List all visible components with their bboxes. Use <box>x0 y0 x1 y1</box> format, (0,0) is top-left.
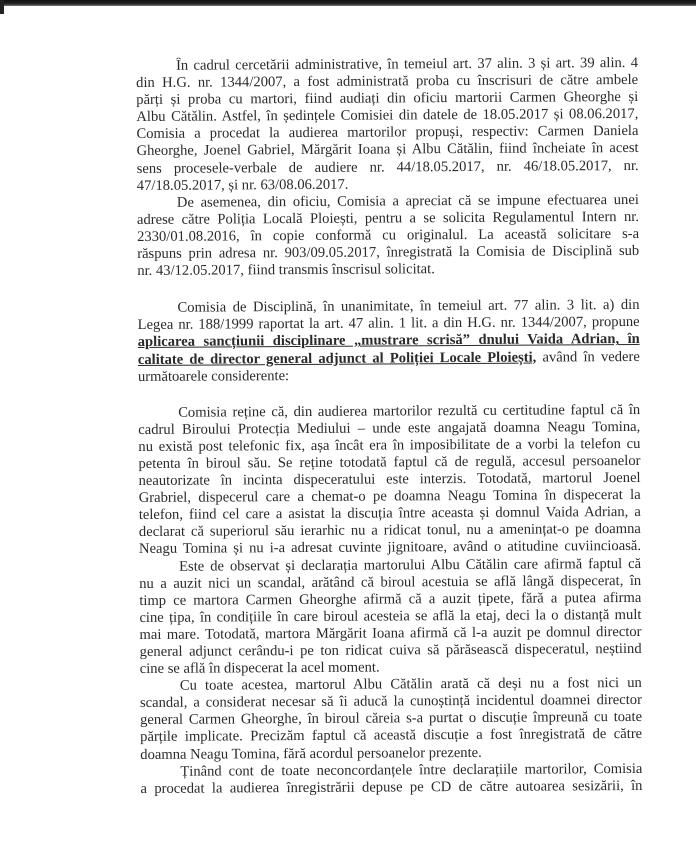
text-line: general adjunct cerându-i pe ton ridicat cuiva să părăsească dispeceratul, neștiind <box>139 640 642 660</box>
text-line: din H.G. nr. 1344/2007, a fost administrată proba cu înscrisuri de către ambele <box>136 72 639 92</box>
paragraph-toate-acestea <box>140 675 643 764</box>
text-line: general Carmen Gheorghe, în biroul căreia s-a purtat o discuție împreună cu toate <box>139 709 643 729</box>
text-line: nu există post telefonic fix, așa încât era în imposibilitate de a vorbi la telefon cu <box>138 435 641 455</box>
text-line: mai mare. Totodată, martora Mărgărit Ioana afirmă că l-a auzit pe domnul director <box>139 623 642 643</box>
text-line: următoarele considerente: <box>137 367 290 385</box>
paragraph-observat <box>139 555 642 678</box>
paragraph-retine <box>138 402 641 559</box>
document-page <box>136 55 643 798</box>
paragraph-propunere <box>137 297 640 386</box>
text-line: sens procesele-verbale de audiere nr. 44/18.05.2017, nr. 46/18.05.2017, nr. <box>136 157 639 177</box>
text-line: răspuns prin adresa nr. 903/09.05.2017, înregistrată la Comisia de Disciplină sub <box>137 242 640 263</box>
text-line: nr. 43/12.05.2017, fiind transmis înscrisul solicitat. <box>137 261 435 280</box>
text-line: cadrul Biroului Protecția Mediului – unde este angajată doamna Neagu Tomina, <box>138 418 641 438</box>
text-line: neautorizate în incinta dispeceratului este interzis. Totodată, martorul Joenel <box>138 469 641 490</box>
text-line: cine se află în dispecerat la acel moment. <box>139 659 380 678</box>
text-line: părțile implicate. Precizăm faptul că această discuție a fost înregistrată de către <box>140 726 643 746</box>
text-line: Albu Cătălin. Astfel, în ședințele Comisiei din datele de 18.05.2017 și 08.06.2017, <box>136 106 639 126</box>
text-line: Cu toate acestea, martorul Albu Cătălin arată că deși nu a fost nici un <box>179 675 642 694</box>
text-line: declarat că superiorul său ierarhic nu a ridicat tonul, nu a amenințat-o pe doamna <box>138 521 641 541</box>
text-line: 47/18.05.2017, și nr. 63/08.06.2017. <box>136 176 349 194</box>
scan-edge-top <box>0 0 696 6</box>
scan-edge-left <box>0 0 4 14</box>
text-line: părți și proba cu martori, fiind audiați din oficiu martorii Carmen Gheorghe și <box>136 89 639 109</box>
text-line: Grabriel, dispecerul care a chemat-o pe doamna Neagu Tomina în dispecerat la <box>138 487 641 507</box>
text-line: Ținând cont de toate neconcordanțele între declarațiile martorilor, Comisia <box>180 760 643 780</box>
text-line <box>138 348 640 368</box>
text-fragment: având în vedere <box>536 348 640 366</box>
text-line: 2330/01.08.2016, în copie conformă cu originalul. La această solicitare s-a <box>137 225 640 245</box>
text-line: De asemenea, din oficiu, Comisia a apreciat că se impune efectuarea unei <box>176 191 639 211</box>
text-line: În cadrul cercetării administrative, în temeiul art. 37 alin. 3 și art. 39 alin. 4 <box>175 54 639 74</box>
text-line: timp ce martora Carmen Gheorghe afirmă că a auzit țipete, fără a putea afirma <box>139 589 642 609</box>
paragraph-cercetare <box>136 55 639 195</box>
text-line: telefon, fiind cel care a asistat la discuția între aceasta și domnul Vaida Adrian, a <box>138 504 641 524</box>
text-line: a procedat la audierea înregistrării depuse pe CD de către autoarea sesizării, în <box>140 777 643 797</box>
text-line: doamna Neagu Tomina, fără acordul persoanelor prezente. <box>140 744 482 763</box>
sanction-proposal-line: calitate de director general adjunct al Poliției Locale Ploiești, <box>137 349 537 368</box>
text-line: Comisia reține că, din audierea martorilor rezultă cu certitudine faptul că în <box>178 401 641 421</box>
text-line: Legea nr. 188/1999 raportat la art. 47 alin. 1 lit. a din H.G. nr. 1344/2007, propune <box>137 314 640 334</box>
text-line: Comisia de Disciplină, în unanimitate, în temeiul art. 77 alin. 3 lit. a) din <box>177 297 640 316</box>
text-line: adrese către Poliția Locală Ploiești, pentru a se solicita Regulamentul Intern nr. <box>136 208 640 228</box>
text-line: scandal, a considerat necesar să îi aducă la cunoștință incidentul doamnei director <box>139 692 642 712</box>
text-line: Comisia a procedat la audierea martorilor propuși, respectiv: Carmen Daniela <box>136 123 639 143</box>
paragraph-adresa <box>137 192 640 281</box>
text-line: cine țipa, în condițiile în care biroul acesteia se află la etaj, deci la o distanță mult <box>139 606 642 626</box>
paragraph-neconcordante <box>140 761 642 798</box>
text-line: petenta în biroul său. Se reține totodată faptul că de regulă, accesul persoanelor <box>138 452 641 472</box>
text-line: Neagu Tomina și nu i-a adresat cuvinte jignitoare, având o atitudine cuviincioasă. <box>138 538 642 558</box>
text-line: nu a auzit nici un scandal, arătând că biroul acestuia se află lângă dispecerat, în <box>139 572 642 592</box>
text-line: Gheorghe, Joenel Gabriel, Mărgărit Ioana și Albu Cătălin, fiind încheiate în acest <box>136 140 639 160</box>
text-line: Este de observat și declarația martorului Albu Cătălin care afirmă faptul că <box>179 555 642 575</box>
sanction-proposal-line: aplicarea sancțiunii disciplinare „mustrare scrisă” dnului Vaida Adrian, în <box>137 331 640 351</box>
